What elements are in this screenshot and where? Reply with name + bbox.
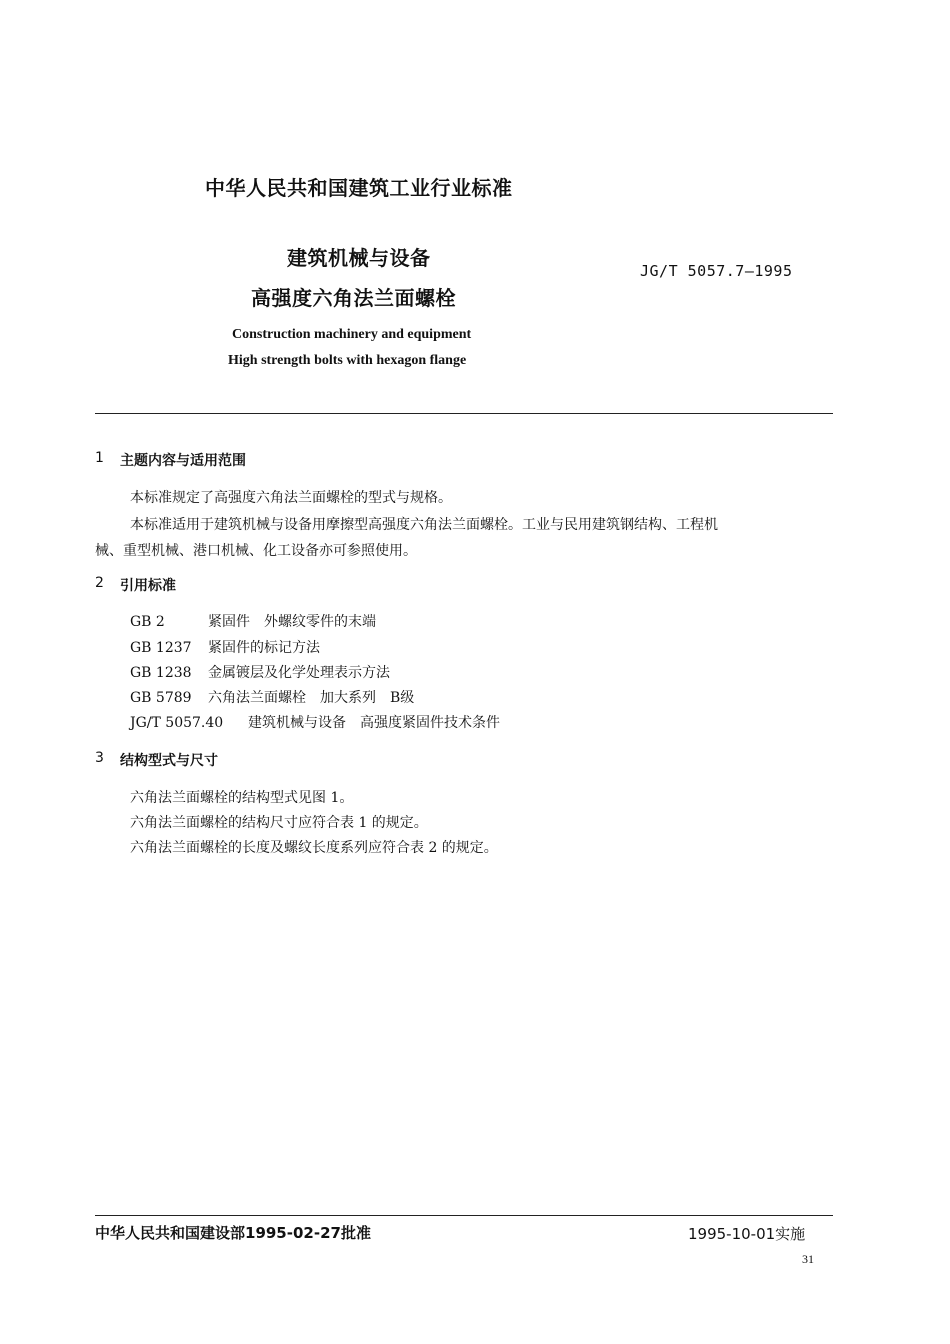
section-2-number: 2 (95, 575, 104, 591)
reference-code: GB 1237 (130, 640, 192, 656)
reference-row (130, 712, 500, 732)
implementation-date: 1995-10-01实施 (688, 1225, 806, 1243)
title-cn-line1: 建筑机械与设备 (287, 246, 431, 270)
reference-name: 紧固件 外螺纹零件的末端 (208, 614, 376, 630)
title-en-line2: High strength bolts with hexagon flange (228, 353, 467, 368)
section-1-number: 1 (95, 450, 104, 466)
section-2-title: 引用标准 (120, 578, 176, 594)
reference-row (130, 637, 320, 657)
section-3-paragraph-1: 六角法兰面螺栓的结构型式见图 1。 (130, 790, 354, 806)
approval-line: 中华人民共和国建设部1995-02-27批准 (95, 1224, 371, 1242)
section-1-paragraph-2-cont: 械、重型机械、港口机械、化工设备亦可参照使用。 (95, 543, 417, 559)
section-3-title: 结构型式与尺寸 (120, 753, 218, 769)
reference-name: 紧固件的标记方法 (208, 640, 320, 656)
reference-row (130, 662, 390, 682)
section-1-title: 主题内容与适用范围 (120, 453, 246, 469)
reference-code: GB 1238 (130, 665, 192, 681)
footer-divider (95, 1215, 833, 1216)
reference-code: GB 2 (130, 614, 165, 630)
section-1-paragraph-1: 本标准规定了高强度六角法兰面螺栓的型式与规格。 (130, 490, 452, 506)
standard-code: JG/T 5057.7—1995 (640, 262, 793, 280)
page-number: 31 (802, 1252, 814, 1266)
reference-name: 六角法兰面螺栓 加大系列 B级 (208, 690, 415, 706)
section-3-number: 3 (95, 750, 104, 766)
reference-name: 建筑机械与设备 高强度紧固件技术条件 (248, 715, 500, 731)
title-cn-line2: 高强度六角法兰面螺栓 (251, 286, 456, 310)
reference-row (130, 611, 376, 631)
header-divider (95, 413, 833, 414)
section-1-paragraph-2: 本标准适用于建筑机械与设备用摩擦型高强度六角法兰面螺栓。工业与民用建筑钢结构、工程机 (130, 517, 718, 533)
reference-name: 金属镀层及化学处理表示方法 (208, 665, 390, 681)
section-3-paragraph-3: 六角法兰面螺栓的长度及螺纹长度系列应符合表 2 的规定。 (130, 840, 498, 856)
title-en-line1: Construction machinery and equipment (232, 327, 472, 342)
section-3-paragraph-2: 六角法兰面螺栓的结构尺寸应符合表 1 的规定。 (130, 815, 428, 831)
org-title: 中华人民共和国建筑工业行业标准 (205, 176, 513, 200)
reference-row (130, 687, 414, 707)
reference-code: JG/T 5057.40 (130, 715, 224, 731)
reference-code: GB 5789 (130, 690, 192, 706)
